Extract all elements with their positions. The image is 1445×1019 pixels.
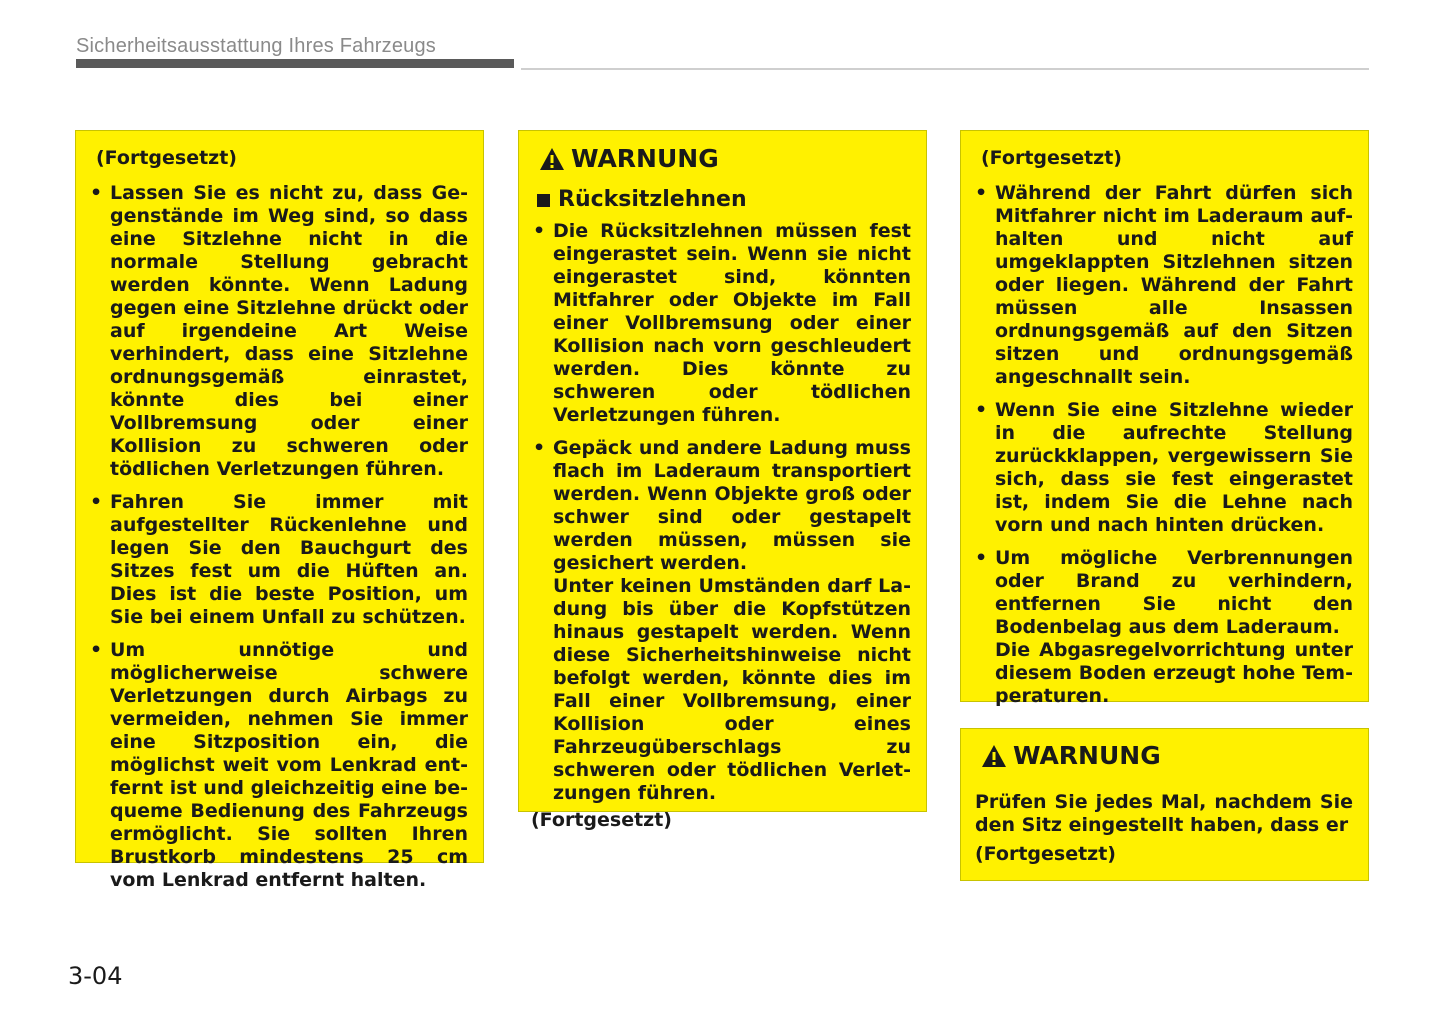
- square-bullet-icon: [537, 194, 550, 207]
- continued-warning-box-left: [75, 130, 484, 891]
- warning-triangle-icon: [539, 147, 565, 171]
- warning-bullet-list: [88, 182, 468, 892]
- list-item: • Die Rücksitzlehnen müssen fest eingerastet sein. Wenn sie nicht eingerastet sind, könnten Mitfahrer oder Objekte im Fall einer Vollbremsung oder einer Kollision nach vorn geschleudert werden. Dies könnte zu schweren oder tödlichen Verletzungen führen.: [531, 220, 911, 427]
- warning-triangle-icon: [981, 744, 1007, 768]
- page-header-title: Sicherheitsausstattung Ihres Fahrzeugs: [76, 35, 437, 57]
- list-item: • Um unnötige und möglicherweise schwere Verletzungen durch Airbags zu vermeiden, nehmen Sie immer eine Sitzposition ein, die möglichst weit vom Lenkrad entfernt ist und gleichzeitig eine bequeme Bedienung des Fahrzeugs ermöglicht. Sie sollten Ihren Brustkorb mindestens 25 cm vom Lenkrad entfernt halten.: [88, 639, 468, 892]
- list-item: • Wenn Sie eine Sitzlehne wieder in die aufrechte Stellung zurückklappen, vergewissern Sie sich, dass sie fest eingerastet ist, indem Sie die Lehne nach vorn und nach hinten drücken.: [973, 399, 1353, 537]
- list-item-extra-paragraph: Unter keinen Umständen darf Ladung bis über die Kopfstützen hinaus gestapelt werden. Wenn diese Sicherheitshinweise nicht befolgt werden, könnte dies im Fall einer Vollbremsung, einer Kollision oder eines Fahrzeugüberschlags zu schweren oder tödlichen Verletzungen führen.: [553, 575, 911, 804]
- list-item: • Während der Fahrt dürfen sich Mitfahrer nicht im Laderaum aufhalten und nicht auf umgeklappten Sitzlehnen sitzen oder liegen. Während der Fahrt müssen alle Insassen ordnungsgemäß auf den Sitzen sitzen und ordnungsgemäß angeschnallt sein.: [973, 182, 1353, 389]
- continued-label: (Fortgesetzt): [981, 147, 1122, 169]
- warning-bullet-list: [973, 182, 1353, 708]
- continued-label: (Fortgesetzt): [531, 809, 672, 831]
- warning-text: Prüfen Sie jedes Mal, nachdem Sie den Sitz eingestellt haben, dass er: [975, 791, 1353, 836]
- header-bar-light: [521, 68, 1369, 70]
- warning-title: WARNUNG: [571, 144, 719, 173]
- list-item-text: • Gepäck und andere Ladung muss flach im Laderaum transportiert werden. Wenn Objekte groß oder schwer sind oder gestapelt werden müssen, müssen sie gesichert werden.: [553, 437, 911, 574]
- continued-warning-box-right: [960, 130, 1369, 707]
- list-item: [531, 437, 911, 805]
- header-bar-dark: [76, 59, 514, 68]
- warning-heading: [981, 741, 1353, 771]
- section-title: Rücksitzlehnen: [558, 187, 747, 212]
- warning-box-bottom-right: [960, 728, 1369, 881]
- warning-heading: [539, 144, 911, 174]
- section-heading: [537, 186, 911, 214]
- page-number: 3-04: [68, 962, 123, 990]
- continued-label: (Fortgesetzt): [975, 843, 1116, 865]
- list-item: • Lassen Sie es nicht zu, dass Gegenstände im Weg sind, so dass eine Sitzlehne nicht in die normale Stellung gebracht werden könnte. Wenn Ladung gegen eine Sitzlehne drückt oder auf irgendeine Art Weise verhindert, dass eine Sitzlehne ordnungsgemäß einrastet, könnte dies bei einer Vollbremsung oder einer Kollision zu schweren oder tödlichen Verletzungen führen.: [88, 182, 468, 481]
- warning-title: WARNUNG: [1013, 741, 1161, 770]
- list-item: • Fahren Sie immer mit aufgestellter Rückenlehne und legen Sie den Bauchgurt des Sitzes fest um die Hüften an. Dies ist die beste Position, um Sie bei einem Unfall zu schützen.: [88, 491, 468, 629]
- list-item-extra-paragraph: Die Abgasregelvorrichtung unter diesem Boden erzeugt hohe Temperaturen.: [995, 639, 1353, 707]
- warning-box-middle: [518, 130, 927, 831]
- continued-label: (Fortgesetzt): [96, 147, 237, 169]
- warning-bullet-list: [531, 220, 911, 805]
- list-item: [973, 547, 1353, 708]
- list-item-text: • Um mögliche Verbrennungen oder Brand zu verhindern, entfernen Sie nicht den Bodenbelag aus dem Laderaum.: [995, 547, 1353, 638]
